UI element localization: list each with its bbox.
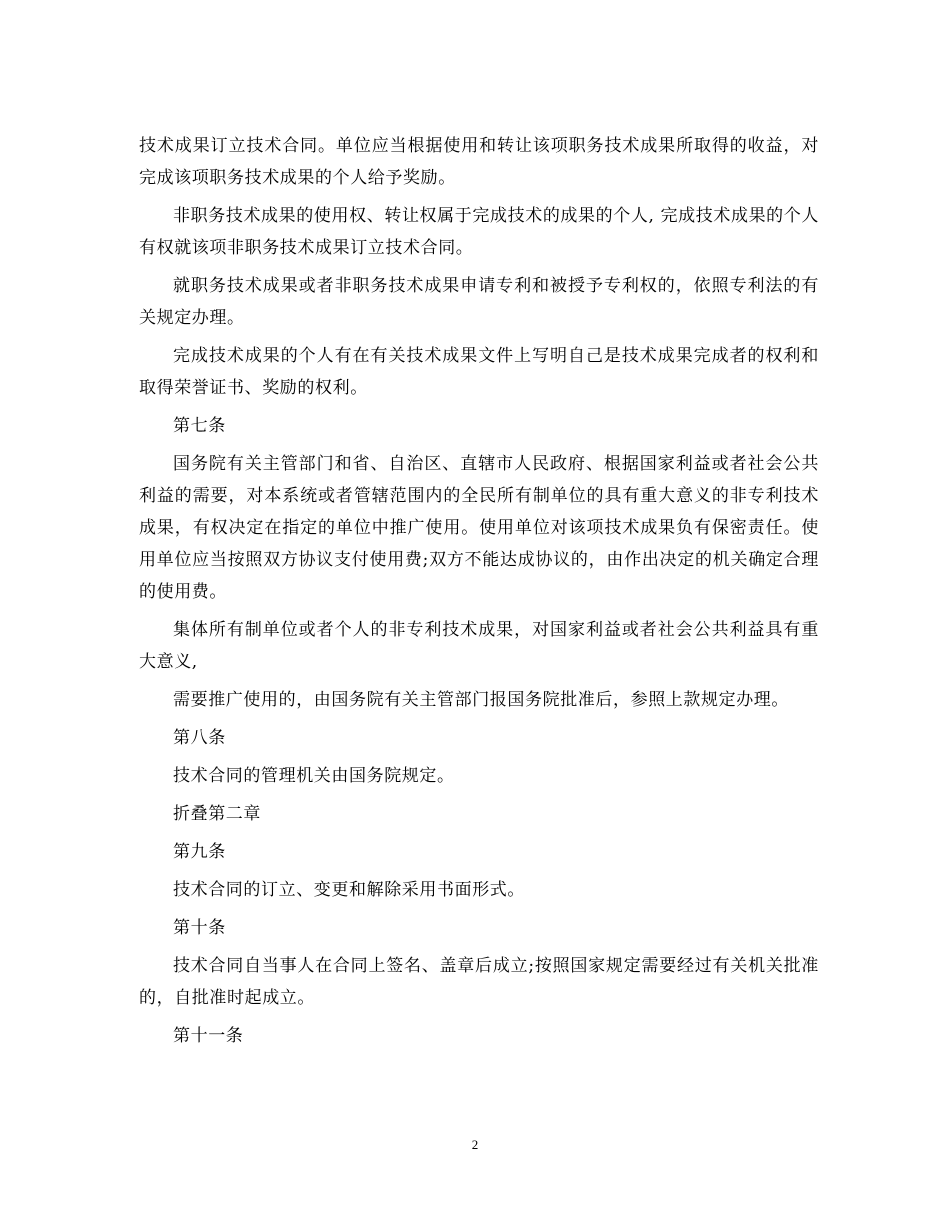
paragraph-author-rights: 完成技术成果的个人有在有关技术成果文件上写明自己是技术成果完成者的权利和取得荣誉证书、奖励的权利。 <box>139 346 819 398</box>
article-heading-11: 第十一条 <box>173 1026 244 1046</box>
paragraph-promotion-approval: 需要推广使用的，由国务院有关主管部门报国务院批准后，参照上款规定办理。 <box>173 690 789 710</box>
paragraph-article-7-body: 国务院有关主管部门和省、自治区、直辖市人民政府、根据国家利益或者社会公共利益的需要，对本系统或者管辖范围内的全民所有制单位的具有重大意义的非专利技术成果，有权决定在指定的单位中推广使用。使用单位对该项技术成果负有保密责任。使用单位应当按照双方协议支付使用费;双方不能达成协议的，由作出决定的机关确定合理的使用费。 <box>139 454 819 602</box>
paragraph-non-service-rights: 非职务技术成果的使用权、转让权属于完成技术的成果的个人, 完成技术成果的个人有权就该项非职务技术成果订立技术合同。 <box>139 206 819 258</box>
paragraph-article-8-body: 技术合同的管理机关由国务院规定。 <box>173 766 455 786</box>
article-heading-9: 第九条 <box>173 842 226 862</box>
page-number: 2 <box>471 1137 479 1152</box>
article-heading-7: 第七条 <box>173 416 226 436</box>
document-body <box>139 130 819 1058</box>
article-heading-8: 第八条 <box>173 728 226 748</box>
paragraph-collective-ownership: 集体所有制单位或者个人的非专利技术成果，对国家利益或者社会公共利益具有重大意义, <box>139 620 819 672</box>
paragraph-patent-application: 就职务技术成果或者非职务技术成果申请专利和被授予专利权的，依照专利法的有关规定办理。 <box>139 276 819 328</box>
article-heading-10: 第十条 <box>173 918 226 938</box>
paragraph-continuation: 技术成果订立技术合同。单位应当根据使用和转让该项职务技术成果所取得的收益，对完成该项职务技术成果的个人给予奖励。 <box>139 136 819 188</box>
chapter-heading-2: 折叠第二章 <box>173 804 261 824</box>
paragraph-article-10-body: 技术合同自当事人在合同上签名、盖章后成立;按照国家规定需要经过有关机关批准的，自批准时起成立。 <box>139 956 819 1008</box>
paragraph-article-9-body: 技术合同的订立、变更和解除采用书面形式。 <box>173 880 525 900</box>
